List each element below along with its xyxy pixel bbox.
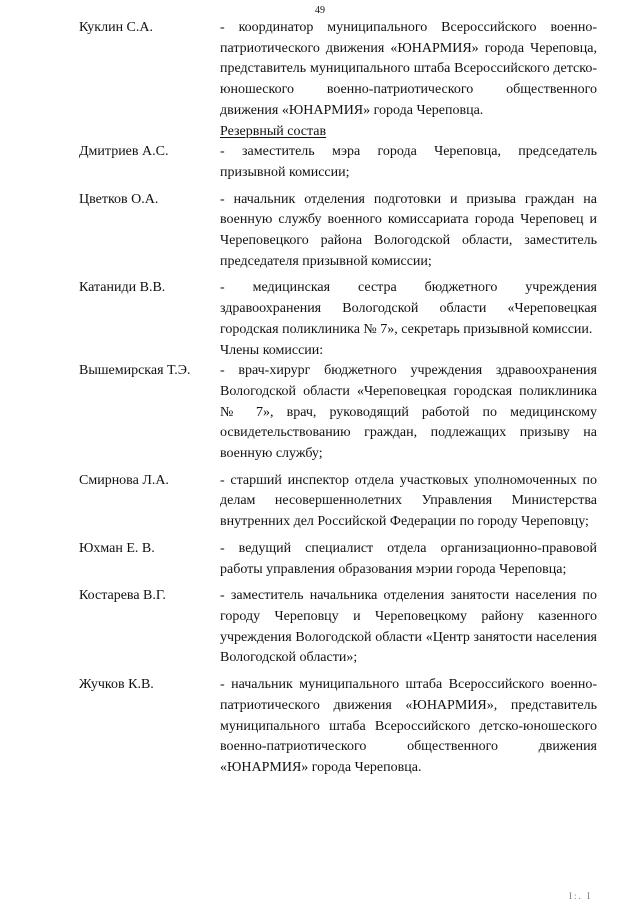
member-name: Вышемирская Т.Э. (79, 363, 191, 379)
member-description: - заместитель начальника отделения занятости населения по городу Череповцу и Череповецкому району казенного учреждения Вологодской области «Центр занятости населения Вологодской области»; (220, 588, 597, 666)
member-description: - заместитель мэра города Череповца, председатель призывной комиссии; (220, 144, 597, 180)
member-name: Костарева В.Г. (79, 588, 166, 604)
reserve-heading-text: Резервный состав (220, 123, 327, 139)
commission-list (0, 18, 640, 779)
list-item (0, 190, 640, 273)
list-item (0, 361, 640, 465)
member-description: - медицинская сестра бюджетного учреждения здравоохранения Вологодской области «Череповецкая городская поликлиника № 7», секретарь призывной комиссии. (220, 280, 597, 337)
member-description: - старший инспектор отдела участковых уполномоченных по делам несовершеннолетних Управления Министерства внутренних дел Российской Федерации по городу Череповцу; (220, 472, 597, 530)
list-item (0, 278, 640, 340)
list-item (0, 586, 640, 669)
page-number: 49 (315, 5, 325, 16)
member-name: Куклин С.А. (79, 20, 154, 35)
list-item (0, 675, 640, 779)
list-item (0, 471, 640, 533)
section-heading-reserve (220, 122, 640, 143)
section-heading-members: Члены комиссии: (220, 342, 324, 358)
list-item (0, 142, 640, 183)
member-name: Катаниди В.В. (79, 280, 166, 296)
member-description: - начальник отделения подготовки и призыва граждан на военную службу военного комиссариата города Череповец и Череповецкого района Вологодской области, заместитель председателя призывной комиссии; (220, 191, 597, 269)
member-description: - координатор муниципального Всероссийского военно-патриотического движения «ЮНАРМИЯ» города Череповца, представитель муниципального штаба Всероссийского детско-юношеского военно-патриотического общественного движения «ЮНАРМИЯ» города Череповца. (220, 20, 597, 118)
list-item (0, 539, 640, 580)
footer-mark: I:. I (569, 891, 592, 901)
member-description: - ведущий специалист отдела организационно-правовой работы управления образования мэрии города Череповца; (220, 540, 597, 577)
member-name: Жучков К.В. (79, 677, 154, 693)
member-name: Цветков О.А. (79, 191, 159, 207)
member-name: Смирнова Л.А. (79, 472, 169, 488)
member-description: - врач-хирург бюджетного учреждения здравоохранения Вологодской области «Череповецкая городская поликлиника № 7», врач, руководящий работой по медицинскому освидетельствованию граждан, подлежащих призыву на военную службу; (220, 363, 597, 462)
member-description: - начальник муниципального штаба Всероссийского военно-патриотического движения «ЮНАРМИЯ», представитель муниципального штаба Всероссийского детско-юношеского военно-патриотического общественного движения «ЮНАРМИЯ» города Череповца. (220, 677, 597, 775)
member-name: Юхман Е. В. (79, 540, 155, 556)
member-name: Дмитриев А.С. (79, 144, 169, 160)
list-item (0, 18, 640, 122)
